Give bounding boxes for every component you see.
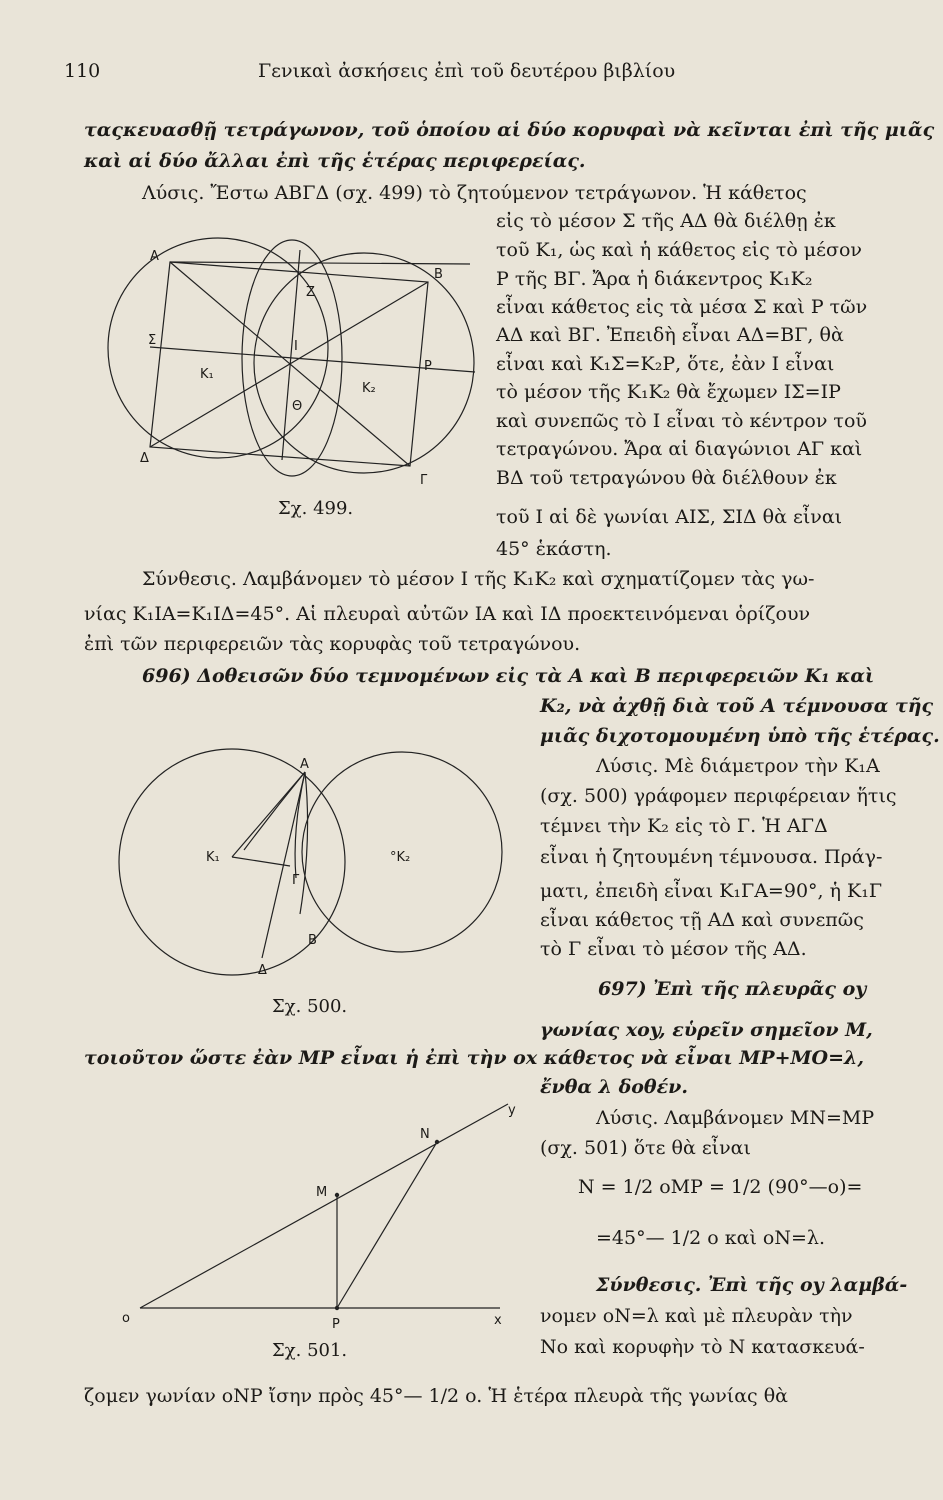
label-N: Ν bbox=[420, 1127, 430, 1142]
label-K2: °Κ₂ bbox=[390, 850, 411, 865]
label-Z: Ζ bbox=[306, 285, 315, 300]
text-line: (σχ. 501) ὅτε θὰ εἶναι bbox=[540, 1137, 751, 1159]
text-line: εἶναι καὶ Κ₁Σ=Κ₂Ρ, ὅτε, ἐὰν Ι εἶναι bbox=[496, 353, 835, 375]
text-line: Σύνθεσις. Λαμβάνομεν τὸ μέσον Ι τῆς Κ₁Κ₂ καὶ σχηματίζομεν τὰς γω- bbox=[142, 568, 815, 590]
label-y: y bbox=[508, 1103, 516, 1118]
text-line: Λύσις. Λαμβάνομεν ΜΝ=ΜΡ bbox=[596, 1107, 875, 1129]
text-line: ζομεν γωνίαν oNP ἴσην πρὸς 45°— 1/2 o. Ἡ ἑτέρα πλευρὰ τῆς γωνίας θὰ bbox=[84, 1385, 789, 1407]
label-G: Γ bbox=[292, 873, 300, 888]
label-I: Ι bbox=[294, 339, 298, 354]
label-Th: Θ bbox=[292, 399, 303, 414]
label-o: o bbox=[122, 1311, 130, 1326]
text-line: Ρ τῆς ΒΓ. Ἄρα ἡ διάκεντρος Κ₁Κ₂ bbox=[496, 268, 813, 290]
label-x: x bbox=[494, 1313, 502, 1328]
text-line: γωνίας xoy, εὑρεῖν σημεῖον Μ, bbox=[540, 1019, 873, 1041]
text-line: ΒΔ τοῦ τετραγώνου θὰ διέλθουν ἐκ bbox=[496, 467, 837, 489]
caption-fig500: Σχ. 500. bbox=[272, 996, 348, 1017]
text-line: νίας Κ₁ΙΑ=Κ₁ΙΔ=45°. Αἱ πλευραὶ αὐτῶν ΙΑ καὶ ΙΔ προεκτεινόμεναι ὁρίζουν bbox=[84, 603, 811, 625]
running-title: Γενικαὶ ἀσκήσεις ἐπὶ τοῦ δευτέρου βιβλίου bbox=[258, 60, 676, 82]
text-line: τέμνει τὴν Κ₂ εἰς τὸ Γ. Ἡ ΑΓΔ bbox=[540, 815, 828, 837]
label-B: Β bbox=[308, 933, 317, 948]
text-line: εἶναι κάθετος εἰς τὰ μέσα Σ καὶ Ρ τῶν bbox=[496, 296, 868, 318]
text-line: τοῦ Ι αἱ δὲ γωνίαι ΑΙΣ, ΣΙΔ θὰ εἶναι bbox=[496, 506, 843, 528]
text-line: Λύσις. Μὲ διάμετρον τὴν Κ₁Α bbox=[596, 755, 880, 777]
text-line: τοιοῦτον ὥστε ἐὰν ΜΡ εἶναι ἡ ἐπὶ τὴν οx κάθετος νὰ εἶναι ΜΡ+ΜΟ=λ, bbox=[84, 1047, 864, 1069]
text-line: ἐπὶ τῶν περιφερειῶν τὰς κορυφὰς τοῦ τετραγώνου. bbox=[84, 633, 581, 655]
text-line: καὶ αἱ δύο ἄλλαι ἐπὶ τῆς ἑτέρας περιφερείας. bbox=[84, 150, 586, 172]
text-line: (σχ. 500) γράφομεν περιφέρειαν ἥτις bbox=[540, 785, 897, 807]
label-P: Ρ bbox=[424, 359, 432, 374]
label-K2: Κ₂ bbox=[362, 381, 376, 396]
text-line: ματι, ἐπειδὴ εἶναι Κ₁ΓΑ=90°, ἡ Κ₁Γ bbox=[540, 880, 883, 902]
text-line: ΑΔ καὶ ΒΓ. Ἐπειδὴ εἶναι ΑΔ=ΒΓ, θὰ bbox=[496, 324, 844, 346]
text-line: τὸ μέσον τῆς Κ₁Κ₂ θὰ ἔχωμεν ΙΣ=ΙΡ bbox=[496, 381, 841, 403]
formula-line: N = 1/2 oMP = 1/2 (90°—o)= bbox=[578, 1176, 863, 1198]
label-A: Α bbox=[150, 249, 159, 264]
label-B: Β bbox=[434, 267, 443, 282]
formula-line: =45°— 1/2 o καὶ oN=λ. bbox=[596, 1227, 825, 1249]
text-line: μιᾶς διχοτομουμένη ὑπὸ τῆς ἑτέρας. bbox=[540, 725, 940, 747]
text-line: τετραγώνου. Ἄρα αἱ διαγώνιοι ΑΓ καὶ bbox=[496, 438, 863, 460]
label-D: Δ bbox=[258, 963, 267, 978]
text-line: καὶ συνεπῶς τὸ Ι εἶναι τὸ κέντρον τοῦ bbox=[496, 410, 867, 432]
text-line: Σύνθεσις. Ἐπὶ τῆς oy λαμβά- bbox=[596, 1274, 908, 1296]
caption-fig501: Σχ. 501. bbox=[272, 1340, 348, 1361]
text-line: τὸ Γ εἶναι τὸ μέσον τῆς ΑΔ. bbox=[540, 938, 807, 960]
label-D: Δ bbox=[140, 451, 149, 466]
text-line: εἰς τὸ μέσον Σ τῆς ΑΔ θὰ διέλθῃ ἐκ bbox=[496, 210, 836, 232]
text-line: No καὶ κορυφὴν τὸ Ν κατασκευά- bbox=[540, 1336, 865, 1358]
label-K1: Κ₁ bbox=[206, 850, 220, 865]
label-P: Ρ bbox=[332, 1317, 340, 1332]
text-line: τοῦ Κ₁, ὡς καὶ ἡ κάθετος εἰς τὸ μέσον bbox=[496, 239, 862, 261]
text-line: 45° ἑκάστη. bbox=[496, 538, 612, 560]
caption-fig499: Σχ. 499. bbox=[278, 498, 354, 519]
label-S: Σ bbox=[148, 333, 157, 348]
text-line: ταςκευασθῇ τετράγωνον, τοῦ ὁποίου αἱ δύο κορυφαὶ νὰ κεῖνται ἐπὶ τῆς μιᾶς bbox=[84, 119, 935, 141]
text-line: εἶναι κάθετος τῇ ΑΔ καὶ συνεπῶς bbox=[540, 909, 864, 931]
text-line: νομεν oN=λ καὶ μὲ πλευρὰν τὴν bbox=[540, 1305, 853, 1327]
text-line: ἔνθα λ δοθέν. bbox=[540, 1076, 688, 1098]
label-A: Α bbox=[300, 757, 309, 772]
text-line: Λύσις. Ἔστω ΑΒΓΔ (σχ. 499) τὸ ζητούμενον τετράγωνον. Ἡ κάθετος bbox=[142, 182, 807, 204]
page-number: 110 bbox=[64, 60, 101, 82]
text-line: Κ₂, νὰ ἀχθῇ διὰ τοῦ Α τέμνουσα τῆς bbox=[540, 695, 934, 717]
label-G: Γ bbox=[420, 473, 428, 488]
problem-697-title: 697) Ἐπὶ τῆς πλευρᾶς οy bbox=[598, 978, 867, 1000]
text-line: εἶναι ἡ ζητουμένη τέμνουσα. Πράγ- bbox=[540, 846, 883, 868]
label-M: Μ bbox=[316, 1185, 328, 1200]
label-K1: Κ₁ bbox=[200, 367, 214, 382]
problem-696-title: 696) Δοθεισῶν δύο τεμνομένων εἰς τὰ Α καὶ Β περιφερειῶν Κ₁ καὶ bbox=[142, 665, 875, 687]
